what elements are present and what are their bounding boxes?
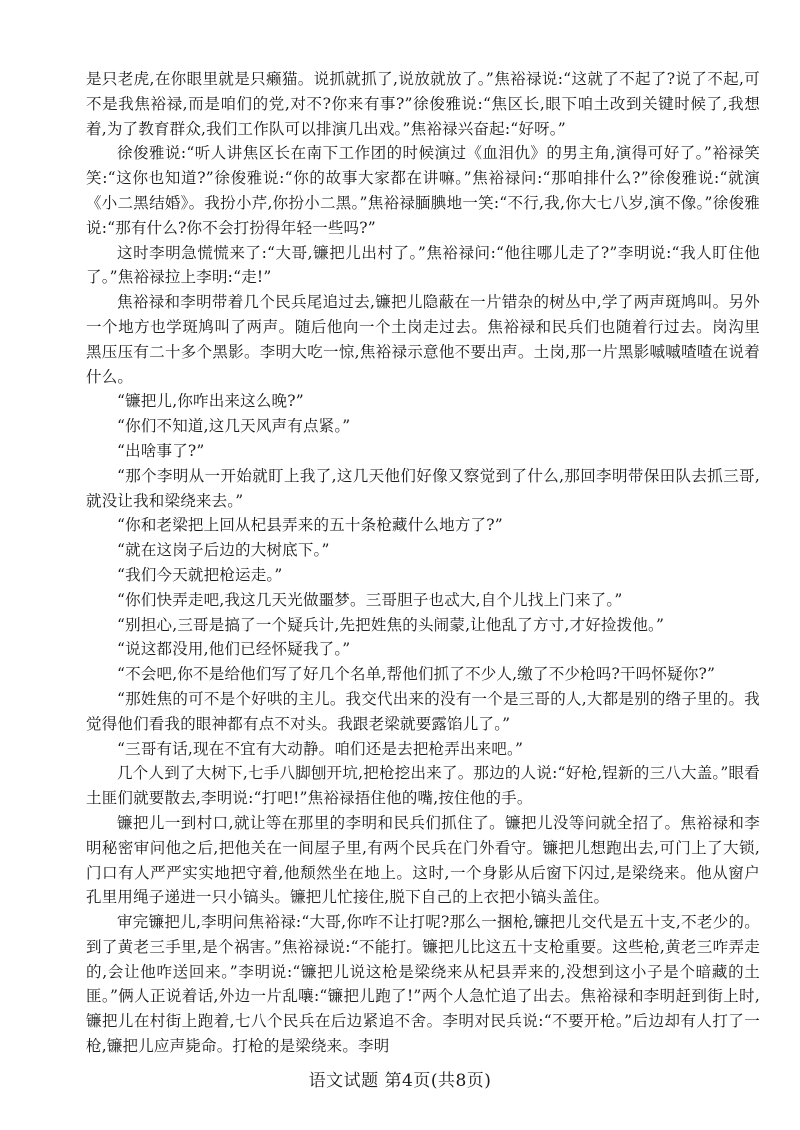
paragraph: 焦裕禄和李明带着几个民兵尾追过去,镰把儿隐蔽在一片错杂的树丛中,学了两声斑鸠叫。另外一个地方也学斑鸠叫了两声。随后他向一个土岗走过去。焦裕禄和民兵们也随着行过去。岗沟里黑压压有二十多个黑影。李明大吃一惊,焦裕禄示意他不要出声。土岗,那一片黑影嘁嘁喳喳在说着什么。 <box>86 293 760 386</box>
page-footer: 语文试题 第4页(共8页) <box>308 1071 492 1091</box>
paragraph: “那姓焦的可不是个好哄的主儿。我交代出来的没有一个是三哥的人,大都是别的绺子里的。我觉得他们看我的眼神都有点不对头。我跟老梁就要露馅儿了。” <box>86 689 760 733</box>
paragraph: “出啥事了?” <box>117 441 205 460</box>
paragraph: “镰把儿,你咋出来这么晚?” <box>117 392 304 411</box>
paragraph: “说这都没用,他们已经怀疑我了。” <box>117 640 351 659</box>
paragraph: “你们快弄走吧,我这几天光做噩梦。三哥胆子也忒大,自个儿找上门来了。” <box>117 590 623 609</box>
paragraph: “你和老梁把上回从杞县弄来的五十条枪藏什么地方了?” <box>117 516 503 535</box>
paragraph: “你们不知道,这几天风声有点紧。” <box>117 417 351 436</box>
paragraph: 几个人到了大树下,七手八脚刨开坑,把枪挖出来了。那边的人说:“好枪,锃新的三八大盖。”眼看土匪们就要散去,李明说:“打吧!”焦裕禄捂住他的嘴,按住他的手。 <box>86 764 760 808</box>
paragraph: “就在这岗子后边的大树底下。” <box>117 541 330 560</box>
paragraph: 徐俊雅说:“听人讲焦区长在南下工作团的时候演过《血泪仇》的男主角,演得可好了。”裕禄笑笑:“这你也知道?”徐俊雅说:“你的故事大家都在讲嘛。”焦裕禄问:“那咱排什么?”徐俊雅说:“就演《小二黑结婚》。我扮小芹,你扮小二黑。”焦裕禄腼腆地一笑:“不行,我,你大七八岁,演不像。”徐俊雅说:“那有什么?你不会打扮得年轻一些吗?” <box>86 144 760 237</box>
paragraph: 镰把儿一到村口,就让等在那里的李明和民兵们抓住了。镰把儿没等问就全招了。焦裕禄和李明秘密审问他之后,把他关在一间屋子里,有两个民兵在门外看守。镰把儿想跑出去,可门上了大锁,门口有人严严实实地把守着,他颓然坐在地上。这时,一个身影从后窗下闪过,是梁绕来。他从窗户孔里用绳子递进一只小镐头。镰把儿忙接住,脱下自己的上衣把小镐头盖住。 <box>86 813 760 907</box>
paragraph: 是只老虎,在你眼里就是只癞猫。说抓就抓了,说放就放了。”焦裕禄说:“这就了不起了?说了不起,可不是我焦裕禄,而是咱们的党,对不?你来有事?”徐俊雅说:“焦区长,眼下咱土改到关键时候了,我想着,为了教育群众,我们工作队可以排演几出戏。”焦裕禄兴奋起:“好呀。” <box>86 70 760 138</box>
paragraph: “那个李明从一开始就盯上我了,这几天他们好像又察觉到了什么,那回李明带保田队去抓三哥,就没让我和梁绕来去。” <box>86 466 760 510</box>
paragraph: “三哥有话,现在不宜有大动静。咱们还是去把枪弄出来吧。” <box>117 739 524 758</box>
paragraph: “别担心,三哥是搞了一个疑兵计,先把姓焦的头闹蒙,让他乱了方寸,才好捡拨他。” <box>117 615 665 634</box>
paragraph: “我们今天就把枪运走。” <box>117 565 283 584</box>
paragraph: 这时李明急慌慌来了:“大哥,镰把儿出村了。”焦裕禄问:“他往哪儿走了?”李明说:“我人盯住他了。”焦裕禄拉上李明:“走!” <box>86 243 760 287</box>
story-text <box>86 67 760 1059</box>
paragraph: 审完镰把儿,李明问焦裕禄:“大哥,你咋不让打呢?那么一捆枪,镰把儿交代是五十支,不老少的。到了黄老三手里,是个祸害。”焦裕禄说:“不能打。镰把儿比这五十支枪重要。这些枪,黄老三咋弄走的,会让他咋送回来。”李明说:“镰把儿说这枪是梁绕来从杞县弄来的,没想到这小子是个暗藏的土匪。”俩人正说着话,外边一片乱嚷:“镰把儿跑了!”两个人急忙追了出去。焦裕禄和李明赶到街上时,镰把儿在村街上跑着,七八个民兵在后边紧追不舍。李明对民兵说:“不要开枪。”后边却有人打了一枪,镰把儿应声毙命。打枪的是梁绕来。李明 <box>86 913 760 1056</box>
paragraph: “不会吧,你不是给他们写了好几个名单,帮他们抓了不少人,缴了不少枪吗?干吗怀疑你?” <box>117 665 716 684</box>
